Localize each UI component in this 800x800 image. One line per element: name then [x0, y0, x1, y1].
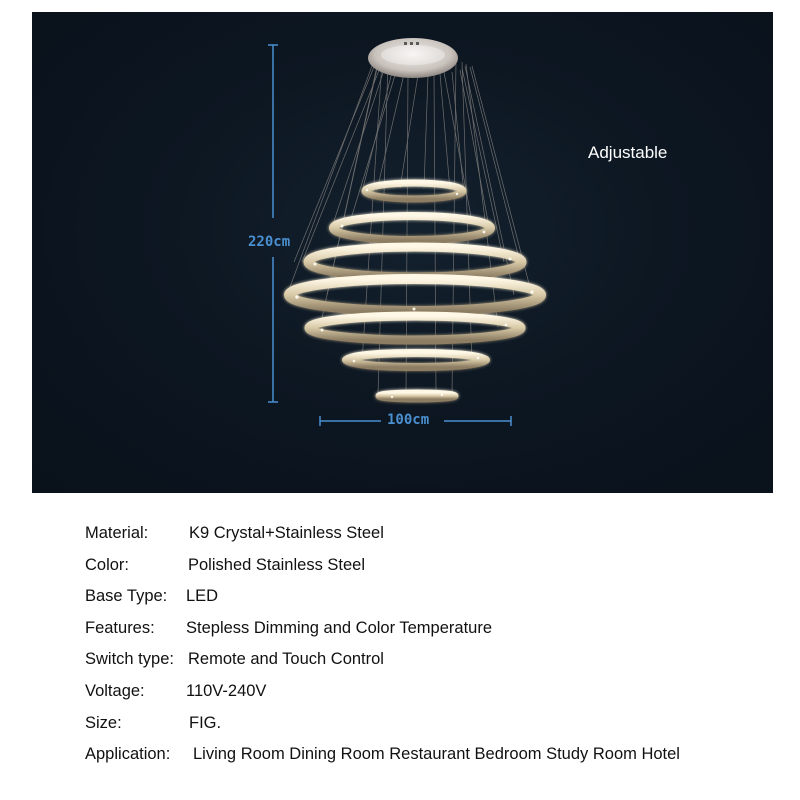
spec-label: Switch type:	[85, 650, 174, 669]
height-dimension-label: 220cm	[248, 234, 291, 250]
width-dimension-label: 100cm	[387, 412, 430, 428]
product-photo	[32, 12, 773, 493]
ring-5	[309, 316, 521, 340]
spec-value: LED	[186, 587, 219, 606]
spec-label: Features:	[85, 618, 155, 637]
spec-value: Living Room Dining Room Restaurant Bedroom Study Room Hotel	[193, 745, 680, 764]
height-dimension-line	[268, 45, 278, 402]
spec-row-features	[85, 615, 785, 647]
spec-value: 110V-240V	[186, 681, 267, 700]
spec-label: Color:	[85, 555, 130, 574]
spec-value: FIG.	[189, 713, 222, 732]
spec-label: Application:	[85, 745, 171, 764]
ring-7	[379, 393, 455, 399]
crystal-rings	[289, 183, 541, 399]
spec-list	[85, 520, 785, 773]
spec-row-base-type	[85, 583, 785, 615]
spec-label: Base Type:	[85, 587, 168, 606]
spec-row-switch-type	[85, 646, 785, 678]
spec-row-color	[85, 552, 785, 584]
spec-label: Voltage:	[85, 681, 145, 700]
ring-6	[346, 353, 486, 367]
ring-1	[365, 183, 463, 199]
spec-label: Material:	[85, 524, 149, 542]
spec-value: Stepless Dimming and Color Temperature	[186, 618, 492, 637]
spec-row-material	[85, 520, 785, 552]
spec-row-voltage	[85, 678, 785, 710]
adjustable-note: Adjustable	[588, 143, 668, 162]
spec-value: K9 Crystal+Stainless Steel	[189, 524, 384, 542]
spec-label: Size:	[85, 713, 122, 732]
spec-row-size	[85, 710, 785, 742]
spec-value: Remote and Touch Control	[188, 650, 384, 669]
spec-value: Polished Stainless Steel	[188, 555, 366, 574]
spec-row-application	[85, 741, 785, 773]
